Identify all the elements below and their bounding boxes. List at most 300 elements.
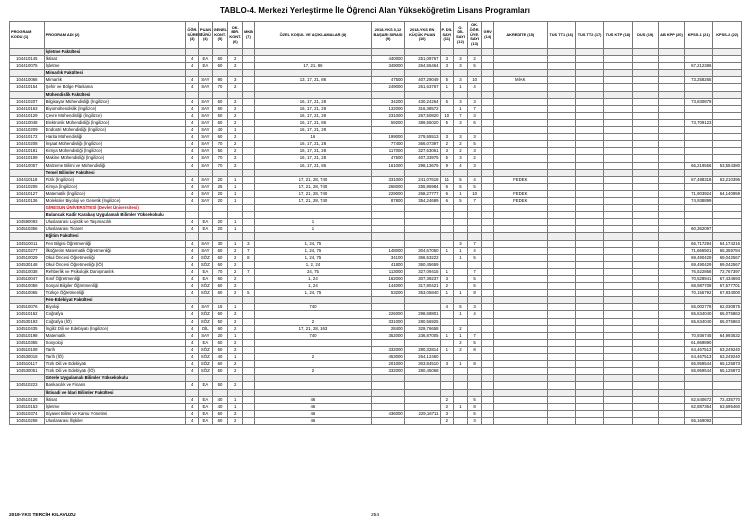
cell-ogr: 5 <box>467 276 482 283</box>
cell-kpss1 <box>685 84 713 91</box>
cell-empty <box>467 205 482 212</box>
cell-empty <box>243 205 255 212</box>
cell-empty <box>547 325 575 332</box>
cell-kosul: 16, 17, 21, 28 <box>254 155 372 162</box>
cell-name: İşletme <box>44 403 186 410</box>
table-row <box>10 254 742 261</box>
cell-empty <box>604 56 632 63</box>
cell-empty <box>372 297 405 304</box>
cell-empty <box>658 219 684 226</box>
header-akredite: AKREDİTE (15) <box>494 22 548 49</box>
cell-sure: 4 <box>186 325 199 332</box>
cell-kpss2: 72,435770 <box>713 396 742 403</box>
cell-name: Siyaset Bilimi ve Kamu Yönetimi <box>44 410 186 417</box>
cell-kpss2 <box>713 63 742 70</box>
cell-empty <box>658 261 684 268</box>
cell-empty <box>404 91 440 98</box>
cell-sira <box>372 417 405 424</box>
cell-odil: 2 <box>454 346 468 353</box>
cell-empty <box>547 169 575 176</box>
cell-mkb <box>243 361 255 368</box>
cell-mkb: 5 <box>243 290 255 297</box>
cell-sira <box>372 304 405 311</box>
university-heading-row <box>10 205 742 212</box>
cell-empty <box>632 268 658 275</box>
cell-kosul: 2 <box>254 368 372 375</box>
cell-empty <box>632 219 658 226</box>
cell-empty <box>658 56 684 63</box>
cell-mkb <box>243 339 255 346</box>
cell-odil: 5 <box>454 183 468 190</box>
cell-genel: 70 <box>212 155 228 162</box>
cell-empty <box>632 148 658 155</box>
cell-empty <box>658 339 684 346</box>
cell-odil <box>454 382 468 389</box>
cell-empty <box>254 375 372 382</box>
cell-empty <box>404 297 440 304</box>
cell-akr <box>494 112 548 119</box>
cell-empty <box>658 141 684 148</box>
cell-puan: SÖZ <box>199 311 213 318</box>
cell-odil: 2 <box>454 325 468 332</box>
cell-puan: SÖZ <box>199 290 213 297</box>
cell-mkb <box>243 304 255 311</box>
cell-mkb <box>243 127 255 134</box>
table-row <box>10 148 742 155</box>
cell-empty <box>604 141 632 148</box>
cell-kosul <box>254 382 372 389</box>
cell-mkb <box>243 368 255 375</box>
cell-name: Harita Mühendisliği <box>44 134 186 141</box>
cell-empty <box>454 233 468 240</box>
cell-empty <box>440 233 454 240</box>
cell-mkb <box>243 396 255 403</box>
cell-kpss2 <box>713 219 742 226</box>
cell-grv <box>482 84 494 91</box>
table-row <box>10 162 742 169</box>
cell-empty <box>632 297 658 304</box>
cell-empty <box>212 233 228 240</box>
cell-kpss1: 69,490429 <box>685 254 713 261</box>
cell-empty <box>575 283 603 290</box>
cell-name: Elektronik Mühendisliği (İngilizce) <box>44 119 186 126</box>
cell-empty <box>212 205 228 212</box>
cell-en <box>404 304 440 311</box>
header-en-kucuk-puan: 2018-YKS EN KÜÇÜK PUAN (10) <box>404 22 440 49</box>
cell-empty <box>10 212 45 219</box>
cell-odil <box>454 268 468 275</box>
cell-empty <box>547 226 575 233</box>
cell-empty <box>440 212 454 219</box>
cell-kpss2: 63,249240 <box>713 354 742 361</box>
cell-kpss1 <box>685 56 713 63</box>
table-row <box>10 134 742 141</box>
cell-mkb <box>243 197 255 204</box>
cell-sure: 4 <box>186 226 199 233</box>
cell-empty <box>372 91 405 98</box>
cell-empty <box>658 98 684 105</box>
table-row <box>10 183 742 190</box>
cell-sure: 4 <box>186 354 199 361</box>
cell-sure: 4 <box>186 396 199 403</box>
cell-grv <box>482 332 494 339</box>
cell-empty <box>254 389 372 396</box>
cell-odil: 1 <box>454 190 468 197</box>
cell-okbir: 2 <box>228 98 243 105</box>
cell-empty <box>604 247 632 254</box>
cell-okbir: 1 <box>228 226 243 233</box>
cell-code: 104410145 <box>10 56 45 63</box>
cell-empty <box>547 49 575 56</box>
cell-empty <box>212 169 228 176</box>
cell-mkb <box>243 226 255 233</box>
cell-mkb <box>243 325 255 332</box>
cell-pdil: 1 <box>440 346 454 353</box>
cell-pdil: 1 <box>440 247 454 254</box>
cell-okbir: 1 <box>228 240 243 247</box>
cell-empty <box>632 240 658 247</box>
cell-kpss2 <box>713 98 742 105</box>
cell-name: Fen Bilgisi Öğretmenliği <box>44 240 186 247</box>
cell-kpss1: 70,528941 <box>685 276 713 283</box>
cell-odil: 2 <box>454 339 468 346</box>
cell-empty <box>547 176 575 183</box>
cell-empty <box>604 304 632 311</box>
cell-genel: 40 <box>212 403 228 410</box>
cell-puan: SÖZ <box>199 346 213 353</box>
cell-empty <box>404 389 440 396</box>
cell-ogr <box>467 325 482 332</box>
cell-empty <box>494 91 548 98</box>
cell-empty <box>547 304 575 311</box>
header-ab-kpp: AB KPP (20) <box>658 22 684 49</box>
cell-empty <box>547 361 575 368</box>
cell-okbir: 2 <box>228 155 243 162</box>
cell-empty <box>632 56 658 63</box>
cell-genel: 60 <box>212 261 228 268</box>
faculty-heading-row <box>10 91 742 98</box>
cell-empty <box>243 70 255 77</box>
cell-ogr: 3 <box>467 134 482 141</box>
cell-sira: 201000 <box>372 361 405 368</box>
cell-en: 303,84510 <box>404 361 440 368</box>
cell-kpss1: 74,938899 <box>685 197 713 204</box>
cell-odil: 1 <box>454 361 468 368</box>
cell-empty <box>575 361 603 368</box>
cell-okbir: 1 <box>228 396 243 403</box>
cell-empty <box>685 233 713 240</box>
cell-empty <box>547 368 575 375</box>
cell-ogr: 4 <box>467 176 482 183</box>
cell-grv <box>482 56 494 63</box>
cell-en: 389,55020 <box>404 119 440 126</box>
cell-empty <box>604 318 632 325</box>
cell-kpss1: 65,002778 <box>685 304 713 311</box>
cell-empty <box>482 205 494 212</box>
cell-okbir: 2 <box>228 84 243 91</box>
header-puan-turu: PUAN TÜRÜ (4) <box>199 22 213 49</box>
cell-akr <box>494 148 548 155</box>
cell-empty <box>547 190 575 197</box>
cell-genel: 50 <box>212 105 228 112</box>
cell-kosul: 13, 17, 21, 86 <box>254 77 372 84</box>
cell-empty <box>604 112 632 119</box>
cell-genel: 60 <box>212 283 228 290</box>
cell-code: 104510277 <box>10 247 45 254</box>
cell-mkb <box>243 403 255 410</box>
cell-kpss2: 67,577701 <box>713 283 742 290</box>
header-basari-sirasi: 2018-YKS 0,12 BAŞARI SIRASI (9) <box>372 22 405 49</box>
cell-empty <box>440 297 454 304</box>
cell-en: 366,07397 <box>404 141 440 148</box>
cell-okbir: 2 <box>228 268 243 275</box>
cell-empty <box>547 91 575 98</box>
cell-empty <box>632 212 658 219</box>
cell-okbir: 1 <box>228 176 243 183</box>
cell-genel: 70 <box>212 141 228 148</box>
cell-empty <box>454 212 468 219</box>
table-row <box>10 346 742 353</box>
cell-kosul <box>254 84 372 91</box>
cell-pdil: 5 <box>440 77 454 84</box>
cell-empty <box>658 205 684 212</box>
cell-akr <box>494 304 548 311</box>
header-program-adi: PROGRAM ADI (2) <box>44 22 186 49</box>
cell-sira: 34200 <box>372 98 405 105</box>
cell-empty <box>482 375 494 382</box>
cell-empty <box>632 70 658 77</box>
cell-empty <box>482 297 494 304</box>
cell-genel: 60 <box>212 290 228 297</box>
cell-kosul: 1, 2, 24 <box>254 261 372 268</box>
cell-sure: 4 <box>186 318 199 325</box>
cell-code: 104410057 <box>10 162 45 169</box>
cell-empty <box>404 205 440 212</box>
cell-empty <box>575 190 603 197</box>
cell-kpss2 <box>713 382 742 389</box>
cell-code: 104510365 <box>10 339 45 346</box>
cell-code: 104410136 <box>10 197 45 204</box>
cell-name: Sosyoloji <box>44 339 186 346</box>
cell-akr <box>494 56 548 63</box>
cell-code: 104410181 <box>10 148 45 155</box>
cell-kpss2 <box>713 127 742 134</box>
cell-empty <box>228 389 243 396</box>
cell-empty <box>454 49 468 56</box>
subunit-heading-row <box>10 212 742 219</box>
cell-akr: FEDEK <box>494 197 548 204</box>
cell-mkb <box>243 311 255 318</box>
cell-odil: 3 <box>454 240 468 247</box>
cell-odil <box>454 396 468 403</box>
cell-empty <box>467 49 482 56</box>
cell-puan: SÖZ <box>199 261 213 268</box>
cell-kosul: 16, 17, 21, 86 <box>254 162 372 169</box>
table-row <box>10 318 742 325</box>
cell-empty <box>372 233 405 240</box>
cell-empty <box>685 375 713 382</box>
table-row <box>10 396 742 403</box>
cell-mkb <box>243 332 255 339</box>
cell-empty <box>547 162 575 169</box>
cell-akr <box>494 240 548 247</box>
cell-en: 329,76658 <box>404 325 440 332</box>
faculty-name: Mimarlık Fakültesi <box>44 70 186 77</box>
cell-empty <box>632 283 658 290</box>
cell-name: Moleküler Biyoloji ve Genetik (İngilizce) <box>44 197 186 204</box>
cell-empty <box>575 197 603 204</box>
table-row <box>10 368 742 375</box>
cell-genel: 60 <box>212 276 228 283</box>
cell-pdil: 9 <box>440 162 454 169</box>
cell-empty <box>575 396 603 403</box>
cell-kosul: 1, 24, 75 <box>254 240 372 247</box>
cell-mkb: 8 <box>243 254 255 261</box>
cell-name: İktisat <box>44 56 186 63</box>
cell-empty <box>440 91 454 98</box>
cell-empty <box>10 297 45 304</box>
cell-grv <box>482 162 494 169</box>
cell-empty <box>575 212 603 219</box>
cell-en: 241,07618 <box>404 176 440 183</box>
cell-ogr <box>467 226 482 233</box>
cell-empty <box>658 233 684 240</box>
cell-empty <box>575 304 603 311</box>
cell-empty <box>658 311 684 318</box>
cell-akr <box>494 283 548 290</box>
cell-akr <box>494 346 548 353</box>
cell-name: Çevre Mühendisliği (İngilizce) <box>44 112 186 119</box>
cell-empty <box>632 190 658 197</box>
cell-empty <box>10 70 45 77</box>
cell-empty <box>440 375 454 382</box>
cell-name: Sınıf Öğretmenliği <box>44 276 186 283</box>
cell-empty <box>632 403 658 410</box>
cell-odil: 1 <box>454 290 468 297</box>
cell-odil <box>454 368 468 375</box>
cell-empty <box>575 91 603 98</box>
cell-sira: 436000 <box>372 410 405 417</box>
cell-odil: 7 <box>454 112 468 119</box>
cell-pdil <box>440 254 454 261</box>
cell-empty <box>454 91 468 98</box>
cell-kpss2 <box>713 112 742 119</box>
cell-code: 104530148 <box>10 261 45 268</box>
cell-code: 104410048 <box>10 119 45 126</box>
cell-empty <box>547 290 575 297</box>
cell-kosul <box>254 339 372 346</box>
cell-empty <box>186 375 199 382</box>
cell-mkb <box>243 141 255 148</box>
cell-empty <box>604 283 632 290</box>
cell-empty <box>404 212 440 219</box>
cell-puan: EA <box>199 382 213 389</box>
cell-puan: SAY <box>199 148 213 155</box>
cell-okbir: 2 <box>228 283 243 290</box>
cell-akr <box>494 63 548 70</box>
cell-akr <box>494 141 548 148</box>
cell-kpss1 <box>685 141 713 148</box>
cell-sira <box>372 339 405 346</box>
cell-grv <box>482 77 494 84</box>
cell-grv <box>482 155 494 162</box>
cell-pdil: 1 <box>440 290 454 297</box>
cell-kosul: 17, 21, 86 <box>254 63 372 70</box>
cell-puan: SÖZ <box>199 361 213 368</box>
cell-sira: 331000 <box>372 176 405 183</box>
table-row <box>10 332 742 339</box>
cell-empty <box>212 49 228 56</box>
cell-empty <box>243 233 255 240</box>
cell-empty <box>604 205 632 212</box>
cell-empty <box>604 70 632 77</box>
cell-empty <box>658 375 684 382</box>
cell-empty <box>10 389 45 396</box>
cell-empty <box>440 205 454 212</box>
cell-okbir: 2 <box>228 325 243 332</box>
cell-genel: 60 <box>212 339 228 346</box>
cell-sure: 4 <box>186 410 199 417</box>
cell-code: 104410118 <box>10 176 45 183</box>
faculty-name: Görele Uygulamalı Bilimler Yüksekokulu <box>44 375 186 382</box>
cell-empty <box>575 119 603 126</box>
cell-kosul: 46 <box>254 410 372 417</box>
cell-empty <box>604 155 632 162</box>
cell-empty <box>658 325 684 332</box>
cell-name: Tarih <box>44 346 186 353</box>
cell-akr <box>494 268 548 275</box>
cell-empty <box>632 155 658 162</box>
faculty-heading-row <box>10 375 742 382</box>
cell-empty <box>604 354 632 361</box>
cell-ogr: 7 <box>467 197 482 204</box>
cell-empty <box>228 233 243 240</box>
cell-grv <box>482 148 494 155</box>
cell-empty <box>604 240 632 247</box>
cell-empty <box>547 84 575 91</box>
cell-empty <box>658 169 684 176</box>
cell-grv <box>482 219 494 226</box>
cell-genel: 50 <box>212 148 228 155</box>
cell-akr <box>494 417 548 424</box>
cell-empty <box>604 98 632 105</box>
cell-empty <box>575 155 603 162</box>
cell-empty <box>212 389 228 396</box>
cell-empty <box>658 417 684 424</box>
cell-empty <box>604 105 632 112</box>
cell-kpss2: 65,125873 <box>713 368 742 375</box>
cell-akr <box>494 325 548 332</box>
cell-genel: 50 <box>212 318 228 325</box>
cell-sure: 4 <box>186 382 199 389</box>
cell-sira: 41800 <box>372 261 405 268</box>
cell-pdil: 1 <box>440 332 454 339</box>
cell-empty <box>494 375 548 382</box>
cell-ogr: 7 <box>467 105 482 112</box>
cell-grv <box>482 134 494 141</box>
cell-empty <box>575 205 603 212</box>
cell-genel: 30 <box>212 240 228 247</box>
cell-puan: SAY <box>199 183 213 190</box>
cell-empty <box>199 233 213 240</box>
cell-pdil: 6 <box>440 183 454 190</box>
cell-ogr: 3 <box>467 304 482 311</box>
cell-empty <box>547 233 575 240</box>
cell-ogr: 3 <box>467 112 482 119</box>
cell-name: Coğrafya <box>44 311 186 318</box>
cell-genel: 50 <box>212 112 228 119</box>
cell-empty <box>685 389 713 396</box>
